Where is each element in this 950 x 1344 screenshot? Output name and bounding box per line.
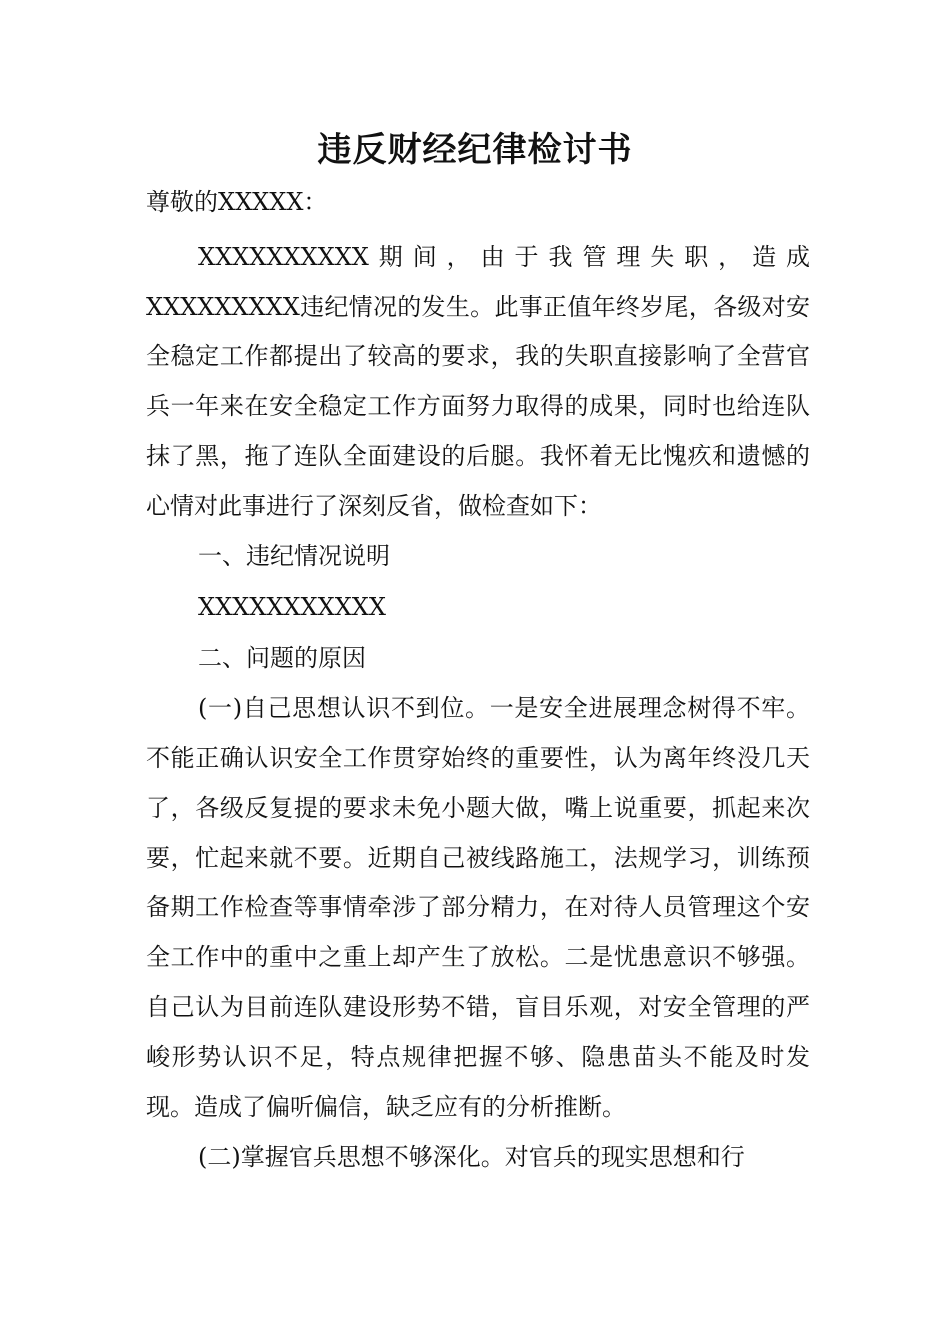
paragraph-reason-2: (二)掌握官兵思想不够深化。对官兵的现实思想和行 — [198, 1143, 745, 1172]
section-heading-1: 一、违纪情况说明 — [198, 542, 390, 571]
paragraph-reason-1: (一)自己思想认识不到位。一是安全进展理念树得不牢。不能正确认识安全工作贯穿始终的重要性，认为离年终没几天了，各级反复提的要求未免小题大做，嘴上说重要，抓起来次要，忙起来就不要。近期自己被线路施工，法规学习，训练预备期工作检查等事情牵涉了部分精力，在对待人员管理这个安全工作中的重中之重上却产生了放松。二是忧患意识不够强。自己认为目前连队建设形势不错，盲目乐观，对安全管理的严峻形势认识不足，特点规律把握不够、隐患苗头不能及时发现。造成了偏听偏信，缺乏应有的分析推断。 — [146, 694, 810, 1121]
section-heading-2: 二、问题的原因 — [198, 643, 366, 672]
paragraph-intro: XXXXXXXXXX期间，由于我管理失职，造成XXXXXXXXX违纪情况的发生。此事正值年终岁尾，各级对安全稳定工作都提出了较高的要求，我的失职直接影响了全营官兵一年来在安全稳定工作方面努力取得的成果，同时也给连队抹了黑，拖了连队全面建设的后腿。我怀着无比愧疚和遗憾的心情对此事进行了深刻反省，做检查如下： — [146, 242, 810, 520]
document-body — [146, 178, 810, 1183]
document-title: 违反财经纪律检讨书 — [317, 130, 633, 170]
placeholder-paragraph: XXXXXXXXXXX — [198, 592, 386, 621]
salutation: 尊敬的XXXXX： — [146, 188, 328, 216]
